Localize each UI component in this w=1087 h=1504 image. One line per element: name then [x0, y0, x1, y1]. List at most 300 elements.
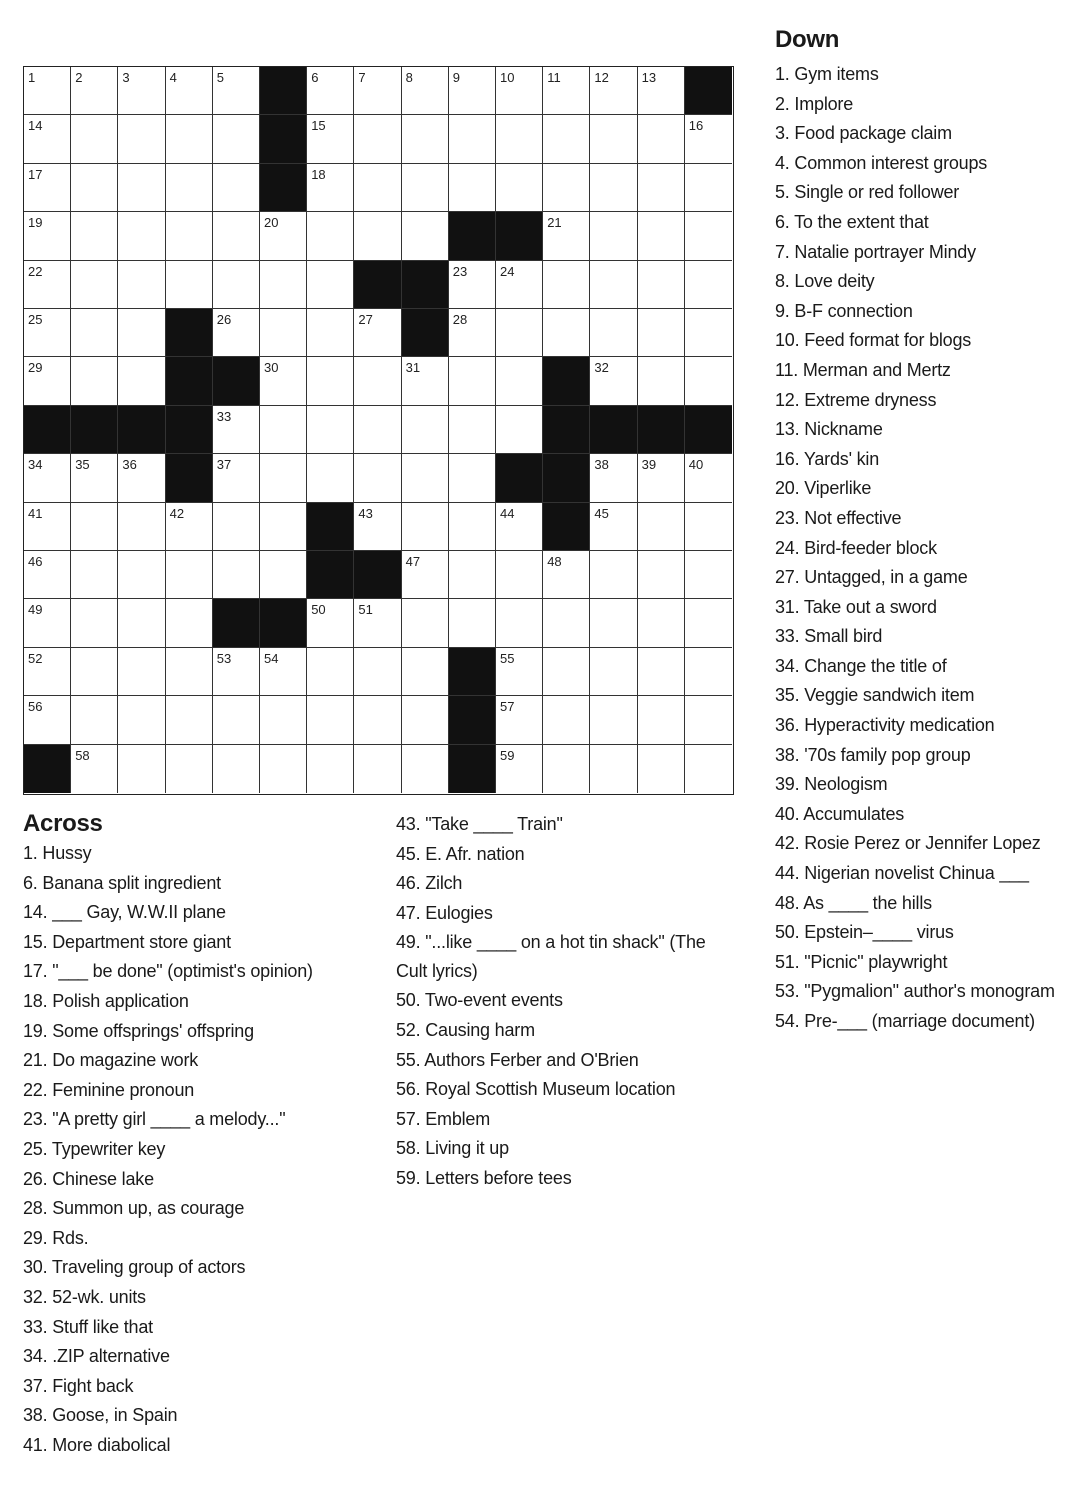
clue-number: 1: [28, 70, 36, 85]
down-clue[interactable]: 48. As ____ the hills: [775, 892, 932, 913]
grid-cell[interactable]: [590, 599, 637, 647]
grid-cell[interactable]: [71, 212, 118, 260]
grid-cell[interactable]: [24, 503, 71, 551]
grid-cell[interactable]: [449, 503, 496, 551]
grid-cell[interactable]: [118, 648, 165, 696]
grid-cell[interactable]: [71, 309, 118, 357]
grid-cell[interactable]: [638, 115, 685, 163]
grid-cell[interactable]: [213, 454, 260, 502]
grid-cell[interactable]: [496, 357, 543, 405]
grid-cell[interactable]: [71, 503, 118, 551]
grid-cell[interactable]: [685, 503, 732, 551]
black-square: [260, 67, 307, 115]
grid-cell[interactable]: [590, 503, 637, 551]
grid-cell[interactable]: [307, 164, 354, 212]
grid-cell[interactable]: [166, 67, 213, 115]
across-clue[interactable]: 15. Department store giant: [23, 931, 231, 952]
across-clue[interactable]: 19. Some offsprings' offspring: [23, 1020, 254, 1041]
across-clue[interactable]: 45. E. Afr. nation: [396, 843, 525, 864]
grid-cell[interactable]: [402, 503, 449, 551]
grid-cell[interactable]: [543, 212, 590, 260]
down-clue[interactable]: 8. Love deity: [775, 271, 875, 292]
grid-cell[interactable]: [354, 67, 401, 115]
grid-cell[interactable]: [354, 503, 401, 551]
down-clue[interactable]: 38. '70s family pop group: [775, 744, 971, 765]
grid-cell[interactable]: [590, 309, 637, 357]
down-clue[interactable]: 53. "Pygmalion" author's monogram: [775, 981, 1055, 1002]
grid-cell[interactable]: [354, 745, 401, 793]
grid-cell[interactable]: [496, 696, 543, 744]
grid-cell[interactable]: [496, 745, 543, 793]
across-clue[interactable]: 23. "A pretty girl ____ a melody...": [23, 1109, 286, 1130]
grid-cell[interactable]: [449, 406, 496, 454]
grid-cell[interactable]: [638, 357, 685, 405]
grid-cell[interactable]: [638, 212, 685, 260]
grid-cell[interactable]: [496, 648, 543, 696]
grid-cell[interactable]: [449, 164, 496, 212]
across-clue[interactable]: 43. "Take ____ Train": [396, 814, 563, 834]
grid-cell[interactable]: [118, 261, 165, 309]
black-square: [543, 357, 590, 405]
grid-cell[interactable]: [354, 406, 401, 454]
black-square: [449, 212, 496, 260]
clue-number: 10: [500, 70, 515, 85]
grid-cell[interactable]: [496, 261, 543, 309]
grid-cell[interactable]: [24, 164, 71, 212]
grid-cell[interactable]: [354, 115, 401, 163]
grid-cell[interactable]: [24, 357, 71, 405]
across-clue[interactable]: 32. 52-wk. units: [23, 1286, 146, 1307]
grid-cell[interactable]: [685, 551, 732, 599]
grid-cell[interactable]: [213, 745, 260, 793]
across-clue[interactable]: 50. Two-event events: [396, 990, 563, 1011]
grid-cell[interactable]: [260, 454, 307, 502]
grid-cell[interactable]: [260, 551, 307, 599]
grid-cell[interactable]: [354, 599, 401, 647]
clue-number: 7: [358, 70, 366, 85]
across-clue[interactable]: 21. Do magazine work: [23, 1050, 199, 1071]
grid-cell[interactable]: [354, 309, 401, 357]
clue-number: 29: [28, 360, 43, 376]
grid-cell[interactable]: [71, 357, 118, 405]
down-clue[interactable]: 42. Rosie Perez or Jennifer Lopez: [775, 833, 1041, 854]
grid-cell[interactable]: [24, 551, 71, 599]
clue-number: 37: [216, 457, 232, 473]
across-clue[interactable]: 30. Traveling group of actors: [23, 1257, 246, 1278]
grid-cell[interactable]: [166, 164, 213, 212]
grid-cell[interactable]: [449, 115, 496, 163]
grid-cell[interactable]: [590, 261, 637, 309]
down-clue[interactable]: 54. Pre-___ (marriage document): [775, 1011, 1035, 1031]
grid-cell[interactable]: [496, 503, 543, 551]
clue-number: 40: [688, 457, 704, 473]
clue-number: 36: [122, 457, 137, 473]
across-clue[interactable]: 38. Goose, in Spain: [23, 1405, 178, 1426]
black-square: [590, 406, 637, 454]
grid-cell[interactable]: [307, 648, 354, 696]
grid-cell[interactable]: [24, 67, 71, 115]
down-clue[interactable]: 11. Merman and Mertz: [775, 359, 951, 380]
grid-cell[interactable]: [449, 551, 496, 599]
grid-cell[interactable]: [307, 67, 354, 115]
grid-cell[interactable]: [402, 696, 449, 744]
down-clue[interactable]: 40. Accumulates: [775, 803, 905, 824]
across-clue[interactable]: 47. Eulogies: [396, 902, 493, 923]
grid-cell[interactable]: [118, 599, 165, 647]
grid-cell[interactable]: [402, 454, 449, 502]
grid-cell[interactable]: [685, 309, 732, 357]
down-clue[interactable]: 3. Food package claim: [775, 123, 952, 144]
down-clue[interactable]: 33. Small bird: [775, 626, 883, 647]
across-clue[interactable]: 41. More diabolical: [23, 1434, 171, 1455]
grid-cell[interactable]: [543, 115, 590, 163]
grid-cell[interactable]: [638, 696, 685, 744]
grid-cell[interactable]: [354, 648, 401, 696]
clue-number: 8: [405, 70, 413, 85]
black-square: [638, 406, 685, 454]
grid-cell[interactable]: [496, 67, 543, 115]
down-clue[interactable]: 34. Change the title of: [775, 655, 947, 676]
grid-cell[interactable]: [166, 599, 213, 647]
grid-cell[interactable]: [307, 357, 354, 405]
grid-cell[interactable]: [166, 551, 213, 599]
grid-cell[interactable]: [71, 67, 118, 115]
down-clue[interactable]: 1. Gym items: [775, 64, 879, 84]
grid-cell[interactable]: [543, 599, 590, 647]
clue-number: 26: [216, 312, 232, 327]
grid-cell[interactable]: [402, 115, 449, 163]
black-square: [24, 745, 71, 793]
black-square: [449, 745, 496, 793]
grid-cell[interactable]: [260, 696, 307, 744]
grid-cell[interactable]: [354, 696, 401, 744]
clue-number: 55: [500, 650, 515, 666]
across-clue[interactable]: 46. Zilch: [396, 873, 463, 894]
grid-cell[interactable]: [213, 551, 260, 599]
grid-cell[interactable]: [590, 648, 637, 696]
grid-cell[interactable]: [118, 696, 165, 744]
down-clue[interactable]: 7. Natalie portrayer Mindy: [775, 241, 976, 262]
black-square: [354, 551, 401, 599]
down-clue[interactable]: 23. Not effective: [775, 507, 902, 528]
grid-cell[interactable]: [685, 599, 732, 647]
grid-cell[interactable]: [307, 599, 354, 647]
black-square: [685, 406, 732, 454]
clue-number: 58: [75, 747, 90, 763]
grid-cell[interactable]: [685, 164, 732, 212]
down-clue[interactable]: 24. Bird-feeder block: [775, 537, 937, 558]
grid-cell[interactable]: [166, 212, 213, 260]
across-clue[interactable]: 49. "...like ____ on a hot tin shack" (The Cult lyrics): [396, 932, 706, 982]
across-clue[interactable]: 59. Letters before tees: [396, 1167, 572, 1188]
down-clue[interactable]: 35. Veggie sandwich item: [775, 685, 975, 706]
grid-cell[interactable]: [24, 261, 71, 309]
clue-number: 5: [216, 70, 225, 85]
grid-cell[interactable]: [71, 599, 118, 647]
grid-cell[interactable]: [685, 696, 732, 744]
clue-number: 33: [216, 408, 232, 424]
grid-cell[interactable]: [590, 454, 637, 502]
clue-number: 27: [358, 312, 373, 327]
grid-cell[interactable]: [260, 745, 307, 793]
grid-cell[interactable]: [496, 164, 543, 212]
grid-cell[interactable]: [307, 454, 354, 502]
grid-cell[interactable]: [260, 648, 307, 696]
grid-cell[interactable]: [590, 551, 637, 599]
black-square: [543, 503, 590, 551]
grid-cell[interactable]: [590, 212, 637, 260]
grid-cell[interactable]: [590, 696, 637, 744]
grid-cell[interactable]: [449, 261, 496, 309]
grid-cell[interactable]: [24, 454, 71, 502]
across-clue[interactable]: 55. Authors Ferber and O'Brien: [396, 1049, 639, 1070]
grid-cell[interactable]: [354, 164, 401, 212]
clue-number: 14: [28, 118, 43, 134]
clue-number: 28: [452, 312, 468, 327]
grid-cell[interactable]: [402, 551, 449, 599]
across-clue[interactable]: 57. Emblem: [396, 1108, 491, 1129]
grid-cell[interactable]: [638, 503, 685, 551]
grid-cell[interactable]: [166, 261, 213, 309]
across-clue[interactable]: 56. Royal Scottish Museum location: [396, 1079, 676, 1100]
clue-number: 22: [28, 263, 43, 279]
grid-cell[interactable]: [590, 164, 637, 212]
grid-cell[interactable]: [354, 212, 401, 260]
grid-cell[interactable]: [166, 648, 213, 696]
grid-cell[interactable]: [71, 745, 118, 793]
grid-cell[interactable]: [118, 67, 165, 115]
grid-cell[interactable]: [685, 745, 732, 793]
grid-cell[interactable]: [24, 309, 71, 357]
down-clue[interactable]: 44. Nigerian novelist Chinua ___: [775, 863, 1029, 884]
grid-cell[interactable]: [590, 745, 637, 793]
crossword-grid: [23, 66, 734, 795]
grid-cell[interactable]: [685, 648, 732, 696]
clue-number: 47: [405, 554, 421, 569]
grid-cell[interactable]: [118, 745, 165, 793]
across-clue[interactable]: 18. Polish application: [23, 990, 189, 1011]
grid-cell[interactable]: [307, 309, 354, 357]
grid-cell[interactable]: [166, 503, 213, 551]
clue-number: 56: [28, 699, 43, 715]
down-clue[interactable]: 51. "Picnic" playwright: [775, 951, 948, 972]
grid-cell[interactable]: [496, 115, 543, 163]
down-clue[interactable]: 27. Untagged, in a game: [775, 567, 968, 588]
across-clue[interactable]: 29. Rds.: [23, 1227, 89, 1248]
down-clue[interactable]: 36. Hyperactivity medication: [775, 715, 995, 736]
grid-cell[interactable]: [638, 164, 685, 212]
grid-cell[interactable]: [638, 648, 685, 696]
grid-cell[interactable]: [496, 551, 543, 599]
grid-cell[interactable]: [496, 309, 543, 357]
grid-cell[interactable]: [213, 406, 260, 454]
black-square: [496, 212, 543, 260]
black-square: [260, 164, 307, 212]
grid-cell[interactable]: [307, 745, 354, 793]
grid-cell[interactable]: [166, 745, 213, 793]
grid-cell[interactable]: [71, 551, 118, 599]
grid-cell[interactable]: [166, 115, 213, 163]
black-square: [118, 406, 165, 454]
across-clue[interactable]: 28. Summon up, as courage: [23, 1198, 245, 1219]
across-clue[interactable]: 33. Stuff like that: [23, 1316, 153, 1337]
grid-cell[interactable]: [543, 67, 590, 115]
across-clue[interactable]: 1. Hussy: [23, 843, 92, 863]
across-clue[interactable]: 26. Chinese lake: [23, 1168, 154, 1189]
across-clue[interactable]: 14. ___ Gay, W.W.II plane: [23, 902, 226, 923]
down-clue[interactable]: 16. Yards' kin: [775, 448, 880, 469]
grid-cell[interactable]: [449, 67, 496, 115]
grid-cell[interactable]: [590, 67, 637, 115]
across-clue[interactable]: 17. "___ be done" (optimist's opinion): [23, 961, 313, 982]
grid-cell[interactable]: [449, 599, 496, 647]
grid-cell[interactable]: [118, 503, 165, 551]
down-clue[interactable]: 2. Implore: [775, 93, 854, 114]
grid-cell[interactable]: [543, 648, 590, 696]
grid-cell[interactable]: [24, 648, 71, 696]
grid-cell[interactable]: [449, 454, 496, 502]
grid-cell[interactable]: [118, 309, 165, 357]
grid-cell[interactable]: [118, 212, 165, 260]
grid-cell[interactable]: [118, 357, 165, 405]
grid-cell[interactable]: [543, 745, 590, 793]
grid-cell[interactable]: [354, 454, 401, 502]
grid-cell[interactable]: [71, 648, 118, 696]
clue-number: 16: [688, 118, 704, 134]
grid-cell[interactable]: [260, 309, 307, 357]
clue-number: 48: [547, 554, 562, 569]
clue-number: 41: [28, 505, 43, 521]
down-clue[interactable]: 20. Viperlike: [775, 478, 872, 499]
grid-cell[interactable]: [402, 212, 449, 260]
grid-cell[interactable]: [402, 406, 449, 454]
grid-cell[interactable]: [71, 261, 118, 309]
grid-cell[interactable]: [354, 357, 401, 405]
grid-cell[interactable]: [638, 454, 685, 502]
down-clue[interactable]: 31. Take out a sword: [775, 596, 937, 617]
clue-number: 25: [28, 312, 43, 327]
down-clue[interactable]: 39. Neologism: [775, 774, 888, 795]
grid-cell[interactable]: [638, 67, 685, 115]
grid-cell[interactable]: [402, 745, 449, 793]
grid-cell[interactable]: [260, 406, 307, 454]
grid-cell[interactable]: [685, 454, 732, 502]
grid-cell[interactable]: [24, 115, 71, 163]
across-clue[interactable]: 37. Fight back: [23, 1375, 134, 1396]
across-clue[interactable]: 34. .ZIP alternative: [23, 1346, 170, 1367]
grid-cell[interactable]: [307, 406, 354, 454]
grid-cell[interactable]: [638, 599, 685, 647]
grid-cell[interactable]: [71, 696, 118, 744]
clue-number: 30: [264, 360, 279, 376]
grid-cell[interactable]: [402, 648, 449, 696]
black-square: [685, 67, 732, 115]
clue-number: 52: [28, 650, 43, 666]
grid-cell[interactable]: [307, 696, 354, 744]
grid-cell[interactable]: [590, 115, 637, 163]
grid-cell[interactable]: [213, 261, 260, 309]
grid-cell[interactable]: [24, 599, 71, 647]
down-clue[interactable]: 9. B-F connection: [775, 300, 913, 321]
across-clue[interactable]: 6. Banana split ingredient: [23, 872, 221, 893]
across-clue[interactable]: 22. Feminine pronoun: [23, 1079, 195, 1100]
down-clue[interactable]: 5. Single or red follower: [775, 182, 960, 203]
grid-cell[interactable]: [118, 164, 165, 212]
grid-cell[interactable]: [24, 696, 71, 744]
grid-cell[interactable]: [685, 357, 732, 405]
clue-number: 12: [594, 70, 609, 85]
across-clue[interactable]: 25. Typewriter key: [23, 1138, 166, 1159]
grid-cell[interactable]: [685, 212, 732, 260]
grid-cell[interactable]: [213, 164, 260, 212]
grid-cell[interactable]: [543, 164, 590, 212]
grid-cell[interactable]: [213, 309, 260, 357]
grid-cell[interactable]: [590, 357, 637, 405]
down-clue[interactable]: 12. Extreme dryness: [775, 389, 937, 410]
grid-cell[interactable]: [213, 115, 260, 163]
down-clue[interactable]: 50. Epstein–____ virus: [775, 922, 954, 943]
grid-cell[interactable]: [260, 212, 307, 260]
grid-cell[interactable]: [449, 357, 496, 405]
clue-number: 57: [500, 699, 515, 715]
grid-cell[interactable]: [685, 115, 732, 163]
down-clue[interactable]: 13. Nickname: [775, 419, 883, 440]
grid-cell[interactable]: [213, 212, 260, 260]
grid-cell[interactable]: [260, 357, 307, 405]
grid-cell[interactable]: [402, 599, 449, 647]
grid-cell[interactable]: [543, 309, 590, 357]
grid-cell[interactable]: [496, 406, 543, 454]
grid-cell[interactable]: [71, 454, 118, 502]
grid-cell[interactable]: [638, 551, 685, 599]
grid-cell[interactable]: [260, 503, 307, 551]
down-clue[interactable]: 4. Common interest groups: [775, 152, 988, 173]
grid-cell[interactable]: [402, 67, 449, 115]
grid-cell[interactable]: [213, 696, 260, 744]
clue-number: 4: [169, 70, 177, 85]
grid-cell[interactable]: [543, 551, 590, 599]
grid-cell[interactable]: [638, 309, 685, 357]
grid-cell[interactable]: [638, 745, 685, 793]
across-clue[interactable]: 58. Living it up: [396, 1138, 509, 1159]
grid-cell[interactable]: [543, 696, 590, 744]
grid-cell[interactable]: [543, 261, 590, 309]
grid-cell[interactable]: [307, 115, 354, 163]
grid-cell[interactable]: [402, 164, 449, 212]
grid-cell[interactable]: [307, 212, 354, 260]
down-clue[interactable]: 6. To the extent that: [775, 211, 929, 232]
grid-cell[interactable]: [402, 357, 449, 405]
grid-cell[interactable]: [496, 599, 543, 647]
grid-cell[interactable]: [118, 115, 165, 163]
grid-cell[interactable]: [307, 261, 354, 309]
grid-cell[interactable]: [213, 648, 260, 696]
grid-cell[interactable]: [71, 164, 118, 212]
grid-cell[interactable]: [260, 261, 307, 309]
grid-cell[interactable]: [118, 551, 165, 599]
down-clue[interactable]: 10. Feed format for blogs: [775, 330, 972, 351]
grid-cell[interactable]: [213, 67, 260, 115]
grid-cell[interactable]: [449, 309, 496, 357]
grid-cell[interactable]: [118, 454, 165, 502]
grid-cell[interactable]: [685, 261, 732, 309]
grid-cell[interactable]: [638, 261, 685, 309]
grid-cell[interactable]: [166, 696, 213, 744]
grid-cell[interactable]: [71, 115, 118, 163]
grid-cell[interactable]: [24, 212, 71, 260]
across-clue[interactable]: 52. Causing harm: [396, 1019, 535, 1040]
grid-cell[interactable]: [213, 503, 260, 551]
